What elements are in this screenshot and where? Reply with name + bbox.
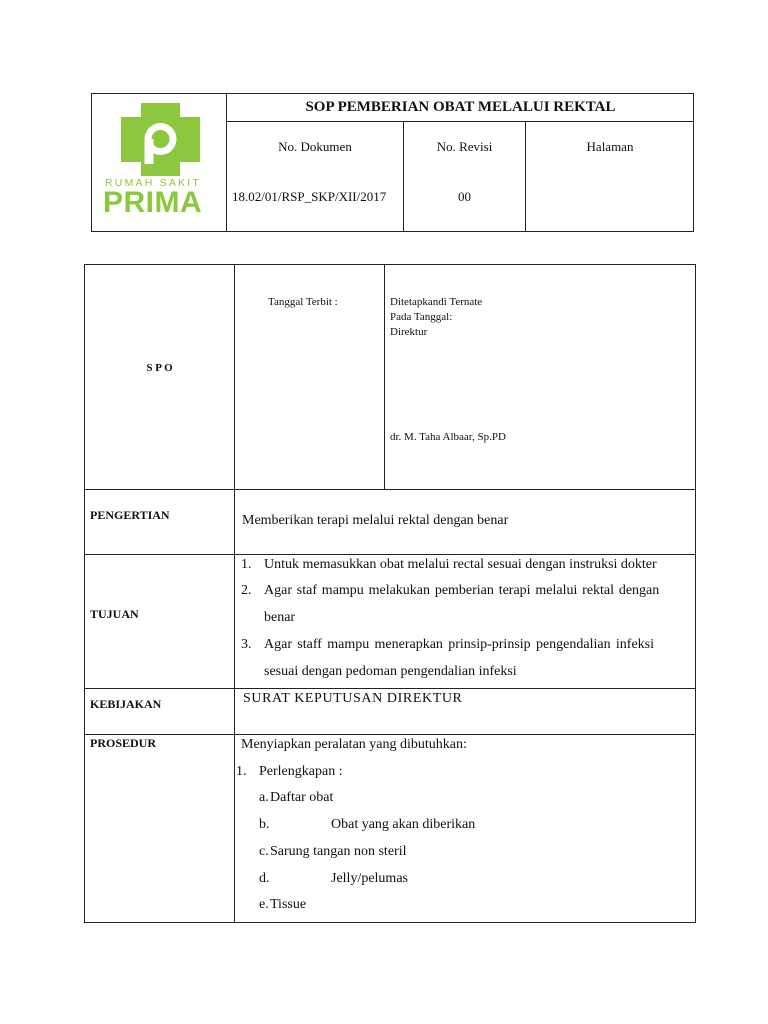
label-column-divider [234, 264, 235, 923]
prosedur-step-label: Perlengkapan : [259, 764, 343, 779]
tujuan-item-text: Agar staf mampu melakukan pemberian terapi melalui rektal dengan [264, 583, 660, 598]
issued-date-label: Tanggal Terbit : [268, 296, 338, 308]
set-in-text: Ditetapkandi Ternate [390, 296, 483, 308]
equipment-item-text: Sarung tangan non steril [270, 844, 407, 859]
equipment-item-letter: e. [259, 897, 269, 912]
logo-small-text: RUMAH SAKIT [105, 177, 201, 189]
kebijakan-label: KEBIJAKAN [90, 697, 162, 711]
equipment-item-text: Daftar obat [270, 790, 334, 805]
equipment-item-text: Jelly/pelumas [331, 871, 408, 886]
revision-value: 00 [458, 189, 471, 204]
row-divider [84, 489, 696, 490]
on-date-text: Pada Tanggal: [390, 311, 453, 323]
kebijakan-text: SURAT KEPUTUSAN DIREKTUR [243, 691, 463, 706]
row-divider [84, 688, 696, 689]
director-title: Direktur [390, 326, 428, 338]
equipment-item-letter: d. [259, 871, 270, 886]
tujuan-item-text: Agar staff mampu menerapkan prinsip-prinsip pengendalian infeksi [264, 637, 654, 652]
equipment-item-text: Obat yang akan diberikan [331, 817, 476, 832]
spo-label: S P O [146, 362, 173, 374]
prosedur-step-number: 1. [236, 764, 247, 779]
signature-column-divider [384, 264, 385, 490]
director-name: dr. M. Taha Albaar, Sp.PD [390, 431, 506, 443]
tujuan-item-text: sesuai dengan pedoman pengendalian infeksi [264, 664, 517, 679]
prosedur-intro: Menyiapkan peralatan yang dibutuhkan: [241, 737, 467, 752]
doc-number-value: 18.02/01/RSP_SKP/XII/2017 [232, 189, 387, 204]
tujuan-item-number: 2. [241, 583, 252, 598]
tujuan-item-number: 1. [241, 557, 252, 572]
row-divider [84, 734, 696, 735]
prima-cross-icon [100, 100, 220, 180]
equipment-item-letter: a. [259, 790, 269, 805]
equipment-item-text: Tissue [270, 897, 307, 912]
equipment-item-letter: b. [259, 817, 270, 832]
document-title: SOP PEMBERIAN OBAT MELALUI REKTAL [305, 99, 616, 115]
tujuan-label: TUJUAN [90, 607, 139, 621]
tujuan-item-text: benar [264, 610, 296, 625]
prosedur-label: PROSEDUR [90, 736, 157, 750]
header-divider [525, 121, 526, 232]
row-divider [84, 554, 696, 555]
page-label: Halaman [586, 139, 634, 154]
pengertian-text: Memberikan terapi melalui rektal dengan benar [242, 513, 509, 528]
hospital-logo [100, 100, 220, 225]
equipment-item-letter: c. [259, 844, 269, 859]
doc-number-label: No. Dokumen [278, 139, 352, 154]
pengertian-label: PENGERTIAN [90, 508, 170, 522]
header-divider [226, 121, 694, 122]
tujuan-item-number: 3. [241, 637, 252, 652]
revision-label: No. Revisi [436, 139, 493, 154]
tujuan-item-text: Untuk memasukkan obat melalui rectal sesuai dengan instruksi dokter [264, 557, 657, 572]
header-divider [403, 121, 404, 232]
logo-big-text: PRIMA [103, 186, 203, 219]
